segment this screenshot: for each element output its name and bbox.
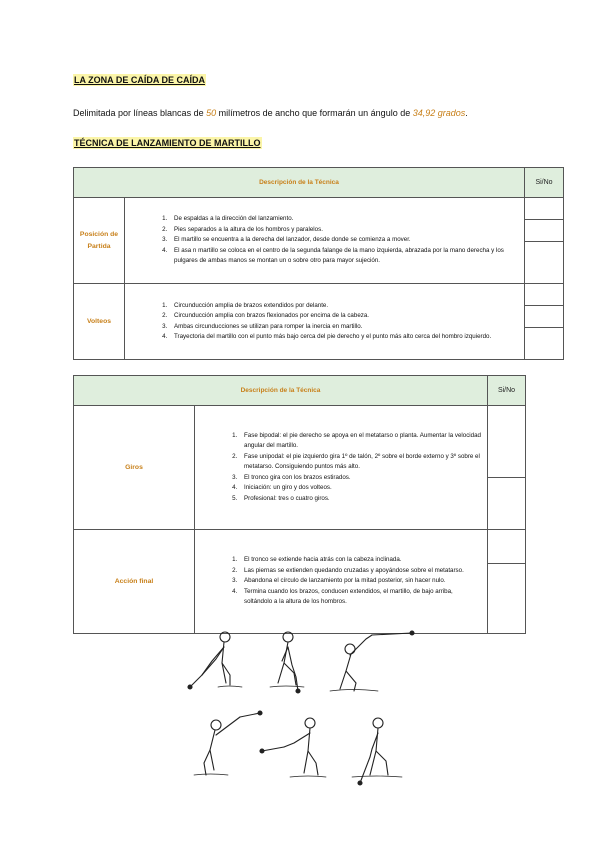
technique-table-2: [73, 375, 526, 634]
list-item: 2. Fase unipodal: el pie izquierdo gira 1º de talón, 2º sobre el borde externo y 3º sobre el metatarso. Consiguiendo puntos más alto.: [239, 452, 481, 473]
list-item: 2. Pies separados a la altura de los hombros y paralelos.: [169, 225, 518, 235]
list-item: 3. El tronco gira con los brazos estirados.: [239, 473, 481, 483]
section-heading-hammer-technique: TÉCNICA DE LANZAMIENTO DE MARTILLO: [74, 138, 261, 148]
list-item: 5. Profesional: tres o cuatro giros.: [239, 494, 481, 504]
athlete-figure-4: [194, 711, 262, 775]
header-description: Descripción de la Técnica: [74, 376, 488, 406]
hammer-throw-sequence-illustration: [180, 625, 440, 795]
list-item: 4. Iniciación: un giro y dos volteos.: [239, 483, 481, 493]
list-item: 2. Circunducción amplia con brazos flexionados por encima de la cabeza.: [169, 311, 518, 321]
list-item: 3. Abandona el círculo de lanzamiento por la mitad posterior, sin hacer nulo.: [239, 576, 481, 586]
row-items: [195, 406, 488, 530]
athlete-figure-2: [270, 632, 304, 693]
row-items: [195, 530, 488, 634]
header-si-no: Si/No: [525, 168, 564, 198]
table-row: [74, 284, 564, 306]
si-no-cell[interactable]: [488, 478, 526, 530]
list-item: 1. Circunducción amplia de brazos extendidos por delante.: [169, 301, 518, 311]
athlete-figure-1: [188, 632, 242, 689]
athlete-figure-6: [352, 718, 402, 785]
list-item: 1. El tronco se extiende hacia atrás con la cabeza inclinada.: [239, 555, 481, 565]
table-header-row: [74, 168, 564, 198]
row-label-giros: Giros: [74, 406, 195, 530]
para-text-start: Delimitada por líneas blancas de: [73, 108, 207, 118]
si-no-cell[interactable]: [525, 198, 564, 220]
row-label-accion-final: Acción final: [74, 530, 195, 634]
list-item: 4. Trayectoria del martillo con el punto más bajo cerca del pie derecho y el punto más alto cerca del hombro izquierdo.: [169, 332, 518, 342]
list-item: 1. De espaldas a la dirección del lanzamiento.: [169, 214, 518, 224]
si-no-cell[interactable]: [488, 564, 526, 634]
si-no-cell[interactable]: [525, 328, 564, 360]
table-header-row: [74, 376, 526, 406]
table-row: [74, 530, 526, 564]
si-no-cell[interactable]: [525, 306, 564, 328]
list-item: 2. Las piernas se extienden quedando cruzadas y apoyándose sobre el metatarso.: [239, 566, 481, 576]
technique-table-1: [73, 167, 564, 360]
si-no-cell[interactable]: [525, 220, 564, 242]
si-no-cell[interactable]: [488, 406, 526, 478]
landing-zone-paragraph: [73, 107, 468, 119]
list-item: 4. El asa n martillo se coloca en el centro de la segunda falange de la mano izquierda, abrazada por la mano derecha y los pulgares de ambas manos se montan un o sobre otro para mayor sujeción.: [169, 246, 518, 267]
list-item: 4. Termina cuando los brazos, conducen extendidos, el martillo, de bajo arriba, soltándolo a la altura de los hombros.: [239, 587, 481, 608]
line-width-value: 50: [206, 108, 217, 118]
angle-value: 34,92 grados: [412, 108, 466, 118]
row-items: [125, 198, 525, 284]
list-item: 3. El martillo se encuentra a la derecha del lanzador, desde donde se comienza a mover.: [169, 235, 518, 245]
row-label-volteos: Volteos: [74, 284, 125, 360]
athlete-figure-5: [260, 718, 326, 777]
si-no-cell[interactable]: [488, 530, 526, 564]
si-no-cell[interactable]: [525, 242, 564, 284]
list-item: 3. Ambas circunducciones se utilizan para romper la inercia en martillo.: [169, 322, 518, 332]
si-no-cell[interactable]: [525, 284, 564, 306]
row-label-posicion-partida: Posición de Partida: [74, 198, 125, 284]
table-row: [74, 406, 526, 478]
para-text-middle: milímetros de ancho que formarán un ángulo de: [216, 108, 413, 118]
para-text-end: .: [465, 108, 468, 118]
athlete-figure-3: [330, 631, 414, 691]
header-description: Descripción de la Técnica: [74, 168, 525, 198]
row-items: [125, 284, 525, 360]
section-heading-landing-zone: LA ZONA DE CAÍDA DE CAÍDA: [74, 75, 205, 85]
table-row: [74, 198, 564, 220]
header-si-no: Si/No: [488, 376, 526, 406]
list-item: 1. Fase bipodal: el pie derecho se apoya en el metatarso o planta. Aumentar la velocidad angular del martillo.: [239, 431, 481, 452]
